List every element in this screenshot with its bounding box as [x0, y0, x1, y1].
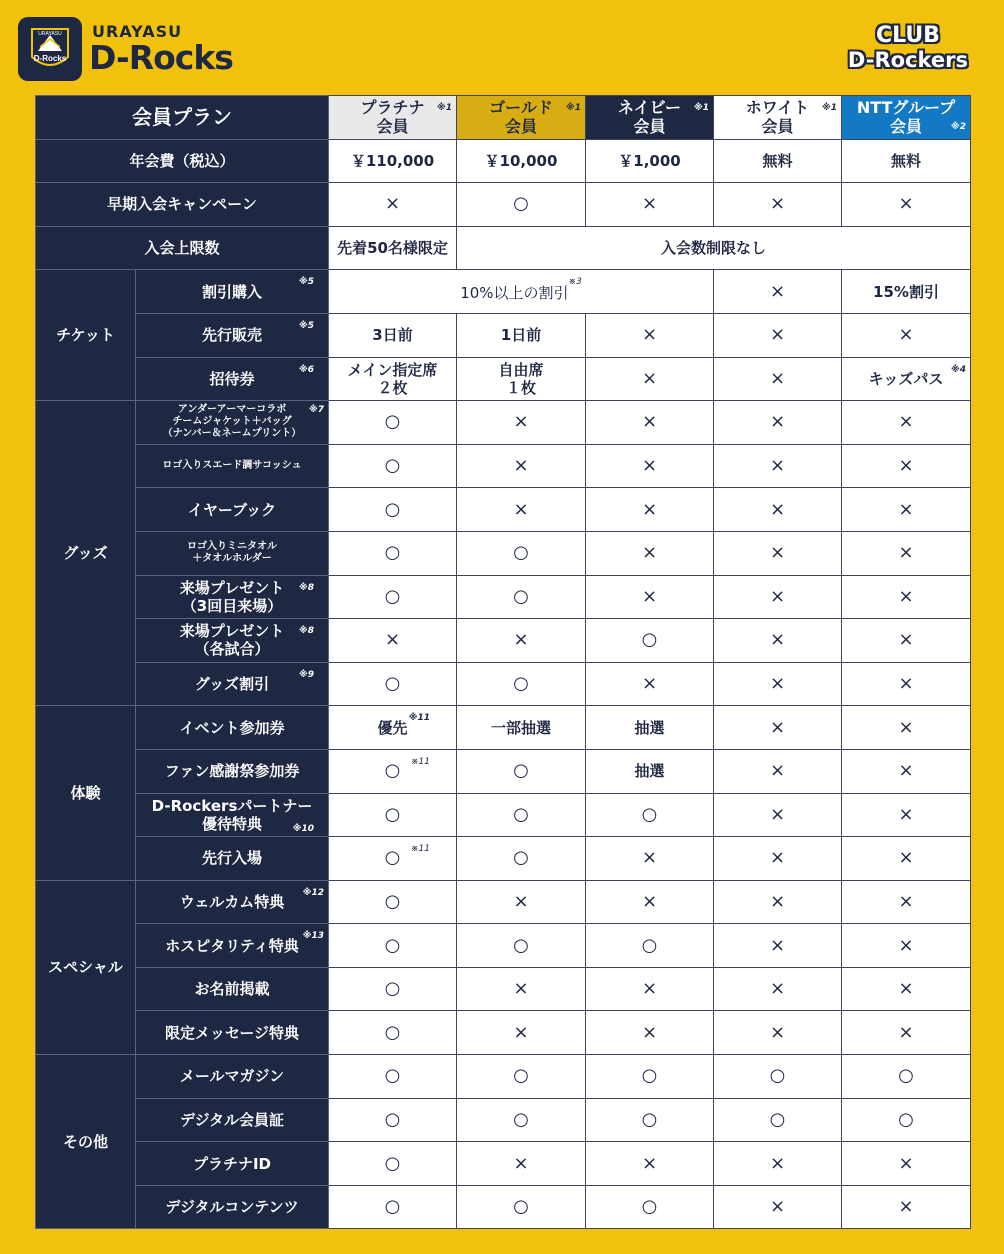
table-row	[36, 226, 971, 270]
cell: ○	[586, 1185, 714, 1229]
shield-logo-icon	[18, 17, 82, 81]
logo-text: D-Rocks	[33, 54, 67, 63]
table-row	[36, 575, 971, 619]
col-platinum: プラチナ ※1 会員	[329, 96, 457, 140]
cell: ×	[586, 313, 714, 357]
table-row	[36, 793, 971, 837]
brand-small: URAYASU	[92, 22, 183, 41]
cell: ×	[842, 1142, 971, 1186]
row-label: 入会上限数	[36, 226, 329, 270]
cell: ￥110,000	[329, 139, 457, 183]
cell: ○ ※11	[329, 749, 457, 793]
row-label: プラチナID	[136, 1142, 329, 1186]
cell: ○	[457, 662, 586, 706]
table-row	[36, 531, 971, 575]
cell: ×	[714, 662, 842, 706]
cell: ×	[457, 880, 586, 924]
cell: ×	[842, 401, 971, 445]
table-row	[36, 967, 971, 1011]
section-goods: グッズ	[36, 401, 136, 706]
cell: ×	[842, 313, 971, 357]
cell: ○	[457, 575, 586, 619]
row-label: イベント参加券	[136, 706, 329, 750]
cell: ×	[714, 967, 842, 1011]
row-label: ファン感謝祭参加券	[136, 749, 329, 793]
cell: ×	[457, 401, 586, 445]
cell: 1日前	[457, 313, 586, 357]
table-row	[36, 749, 971, 793]
table-row	[36, 1098, 971, 1142]
cell: ×	[586, 488, 714, 532]
cell: ○	[329, 401, 457, 445]
cell: ○	[457, 1098, 586, 1142]
cell: ○	[714, 1055, 842, 1099]
table-row	[36, 662, 971, 706]
logo-small-text: URAYASU	[38, 31, 62, 37]
row-label: 来場プレゼント ※8 （各試合）	[136, 619, 329, 663]
table-row	[36, 1142, 971, 1186]
table-row	[36, 880, 971, 924]
table-row	[36, 706, 971, 750]
cell: 無料	[842, 139, 971, 183]
row-label: 来場プレゼント ※8 （3回目来場）	[136, 575, 329, 619]
cell: ×	[714, 880, 842, 924]
cell: ×	[586, 1011, 714, 1055]
cell: ○	[586, 1098, 714, 1142]
cell: 入会数制限なし	[457, 226, 971, 270]
cell: ×	[714, 270, 842, 314]
cell: ×	[714, 837, 842, 881]
table-row	[36, 313, 971, 357]
cell: ×	[586, 662, 714, 706]
cell: ×	[714, 1142, 842, 1186]
table-row	[36, 444, 971, 488]
cell: ×	[842, 1011, 971, 1055]
section-special: スペシャル	[36, 880, 136, 1054]
cell: ×	[457, 444, 586, 488]
cell: ○	[586, 924, 714, 968]
row-label: お名前掲載	[136, 967, 329, 1011]
section-experience: 体験	[36, 706, 136, 880]
cell: ￥1,000	[586, 139, 714, 183]
cell: ×	[586, 357, 714, 401]
cell: ×	[714, 1011, 842, 1055]
table-row	[36, 401, 971, 445]
cell: ×	[714, 357, 842, 401]
cell: ×	[586, 575, 714, 619]
cell: ○	[329, 1098, 457, 1142]
row-label: ロゴ入りミニタオル ＋タオルホルダー	[136, 531, 329, 575]
cell: ×	[586, 401, 714, 445]
table-row	[36, 924, 971, 968]
cell: ○	[457, 837, 586, 881]
cell: ×	[714, 924, 842, 968]
cell: ○	[714, 1098, 842, 1142]
club-logo	[848, 24, 968, 72]
cell: 無料	[714, 139, 842, 183]
row-label: イヤーブック	[136, 488, 329, 532]
cell: 先着50名様限定	[329, 226, 457, 270]
cell: ×	[714, 401, 842, 445]
row-label: 招待券 ※6	[136, 357, 329, 401]
cell: 自由席 １枚	[457, 357, 586, 401]
row-label: ホスピタリティ特典 ※13	[136, 924, 329, 968]
row-label: 年会費（税込）	[36, 139, 329, 183]
table-row	[36, 357, 971, 401]
cell: ○	[329, 444, 457, 488]
cell: ×	[714, 575, 842, 619]
cell: ×	[842, 706, 971, 750]
plan-header: 会員プラン	[36, 96, 329, 140]
col-white: ホワイト ※1 会員	[714, 96, 842, 140]
cell: ×	[842, 444, 971, 488]
cell: ×	[842, 183, 971, 227]
table-row	[36, 1055, 971, 1099]
cell: ○	[329, 880, 457, 924]
cell: ×	[586, 183, 714, 227]
cell: ○	[842, 1055, 971, 1099]
cell: ×	[457, 1011, 586, 1055]
cell: ×	[457, 488, 586, 532]
cell: メイン指定席 ２枚	[329, 357, 457, 401]
section-ticket: チケット	[36, 270, 136, 401]
row-label: 先行販売 ※5	[136, 313, 329, 357]
team-logo	[18, 17, 82, 81]
cell: ○	[329, 531, 457, 575]
cell: ○	[457, 1055, 586, 1099]
cell: ×	[329, 183, 457, 227]
cell: ○	[329, 1011, 457, 1055]
cell: ○	[457, 1185, 586, 1229]
cell: ×	[714, 749, 842, 793]
cell: ×	[457, 967, 586, 1011]
table-row	[36, 183, 971, 227]
cell: ×	[457, 1142, 586, 1186]
cell: ×	[842, 924, 971, 968]
cell: ×	[842, 880, 971, 924]
row-label: D-Rockersパートナー 優待特典 ※10	[136, 793, 329, 837]
cell: ×	[714, 793, 842, 837]
col-navy: ネイビー ※1 会員	[586, 96, 714, 140]
cell: ○	[329, 488, 457, 532]
cell: ×	[457, 619, 586, 663]
row-label: アンダーアーマーコラボ ※7 チームジャケット＋バッグ （ナンバー＆ネームプリント）	[136, 401, 329, 445]
row-label: 限定メッセージ特典	[136, 1011, 329, 1055]
cell: ×	[842, 793, 971, 837]
cell: ○ ※11	[329, 837, 457, 881]
row-label: ウェルカム特典 ※12	[136, 880, 329, 924]
cell: ×	[842, 575, 971, 619]
cell: ×	[586, 880, 714, 924]
cell: 抽選	[586, 749, 714, 793]
table-row	[36, 488, 971, 532]
row-label: 早期入会キャンペーン	[36, 183, 329, 227]
cell: ○	[457, 793, 586, 837]
col-ntt: NTTグループ 会員 ※2	[842, 96, 971, 140]
row-label: グッズ割引 ※9	[136, 662, 329, 706]
cell: 10%以上の割引$^{※3}$	[329, 270, 714, 314]
cell: ○	[586, 1055, 714, 1099]
cell: ×	[586, 444, 714, 488]
cell: ×	[842, 749, 971, 793]
table-row	[36, 1011, 971, 1055]
table-row	[36, 270, 971, 314]
col-gold: ゴールド ※1 会員	[457, 96, 586, 140]
cell: ×	[842, 967, 971, 1011]
row-label: 割引購入 ※5	[136, 270, 329, 314]
cell: ×	[714, 183, 842, 227]
cell: ○	[329, 1055, 457, 1099]
cell: 15%割引	[842, 270, 971, 314]
cell: ×	[714, 619, 842, 663]
cell: ○	[457, 183, 586, 227]
row-label: デジタルコンテンツ	[136, 1185, 329, 1229]
cell: ×	[842, 837, 971, 881]
cell: ×	[842, 488, 971, 532]
cell: ○	[329, 924, 457, 968]
cell: ￥10,000	[457, 139, 586, 183]
cell: ×	[586, 531, 714, 575]
cell: ○	[329, 1185, 457, 1229]
cell: ×	[586, 1142, 714, 1186]
cell: ○	[586, 619, 714, 663]
row-label: デジタル会員証	[136, 1098, 329, 1142]
club-line2: D-Rockers	[847, 48, 968, 72]
cell: キッズパス ※4	[842, 357, 971, 401]
row-label: メールマガジン	[136, 1055, 329, 1099]
cell: ○	[329, 575, 457, 619]
cell: ×	[586, 837, 714, 881]
cell: ○	[329, 1142, 457, 1186]
cell: 優先 ※11	[329, 706, 457, 750]
cell: ○	[329, 793, 457, 837]
cell: 一部抽選	[457, 706, 586, 750]
cell: 3日前	[329, 313, 457, 357]
table-row	[36, 1185, 971, 1229]
row-label: 先行入場	[136, 837, 329, 881]
cell: ×	[842, 619, 971, 663]
cell: ×	[329, 619, 457, 663]
brand-name: D-Rocks	[89, 38, 233, 77]
cell: ×	[714, 444, 842, 488]
cell: ×	[714, 706, 842, 750]
section-other: その他	[36, 1055, 136, 1229]
cell: ○	[329, 967, 457, 1011]
cell: ○	[586, 793, 714, 837]
table-row	[36, 837, 971, 881]
membership-table	[35, 95, 971, 1229]
cell: 抽選	[586, 706, 714, 750]
cell: ×	[714, 488, 842, 532]
cell: ×	[842, 1185, 971, 1229]
cell: ×	[842, 662, 971, 706]
cell: ×	[842, 531, 971, 575]
table-row	[36, 139, 971, 183]
cell: ×	[586, 967, 714, 1011]
row-label: ロゴ入りスエード調サコッシュ	[136, 444, 329, 488]
cell: ×	[714, 1185, 842, 1229]
cell: ×	[714, 531, 842, 575]
table-row	[36, 619, 971, 663]
header-row	[36, 96, 971, 140]
club-line1: CLUB	[875, 23, 940, 48]
cell: ○	[842, 1098, 971, 1142]
cell: ○	[457, 531, 586, 575]
cell: ×	[714, 313, 842, 357]
cell: ○	[457, 924, 586, 968]
cell: ○	[457, 749, 586, 793]
cell: ○	[329, 662, 457, 706]
